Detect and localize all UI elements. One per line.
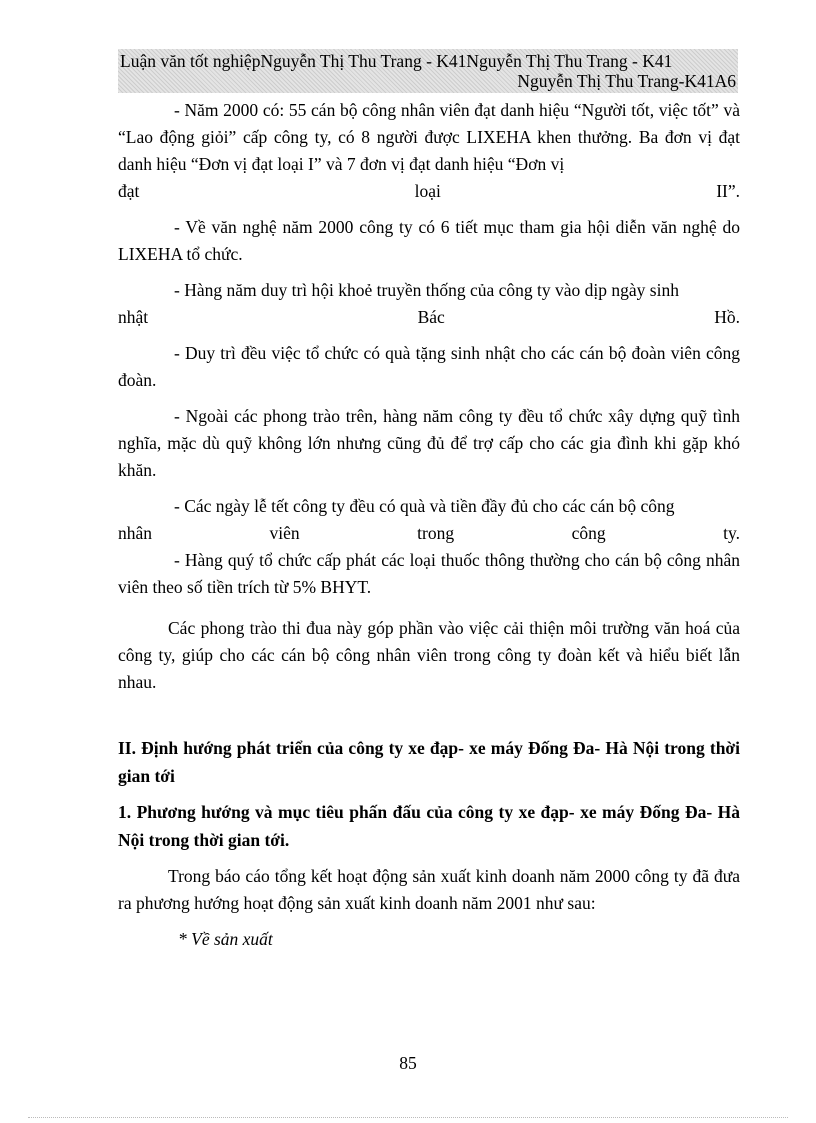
- paragraph-holiday-gifts: - Các ngày lễ tết công ty đều có quà và tiền đầy đủ cho các cán bộ công: [174, 496, 675, 516]
- running-header: [118, 49, 738, 93]
- paragraph-arts: - Về văn nghệ năm 2000 công ty có 6 tiết mục tham gia hội diễn văn nghệ do LIXEHA tổ chức.: [118, 217, 740, 264]
- page-bottom-divider: [28, 1117, 788, 1118]
- paragraph-awards: - Năm 2000 có: 55 cán bộ công nhân viên đạt danh hiệu “Người tốt, việc tốt” và “Lao động giỏi” cấp công ty, có 8 người được LIXEHA khen thưởng. Ba đơn vị đạt danh hiệu “Đơn vị đạt loại I” và 7 đơn vị đạt danh hiệu “Đơn vị: [118, 100, 740, 174]
- paragraph-charity-fund: - Ngoài các phong trào trên, hàng năm công ty đều tổ chức xây dựng quỹ tình nghĩa, mặc dù quỹ không lớn nhưng cũng đủ để trợ cấp cho các gia đình khi gặp khó khăn.: [118, 406, 740, 480]
- paragraph-summary: Các phong trào thi đua này góp phần vào việc cải thiện môi trường văn hoá của công ty, giúp cho các cán bộ công nhân viên trong công ty đoàn kết và hiểu biết lẫn nhau.: [118, 618, 740, 692]
- subsection-heading: 1. Phương hướng và mục tiêu phấn đấu của công ty xe đạp- xe máy Đống Đa- Hà Nội trong thời gian tới.: [118, 802, 740, 850]
- paragraph-awards-last-line: đạt loại II”.: [118, 181, 740, 201]
- section-heading: II. Định hướng phát triển của công ty xe đạp- xe máy Đống Đa- Hà Nội trong thời gian tới: [118, 738, 740, 786]
- header-line-1: Luận văn tốt nghiệpNguyễn Thị Thu Trang - K41Nguyễn Thị Thu Trang - K41: [120, 51, 673, 71]
- paragraph-birthday-gifts: - Duy trì đều việc tổ chức có quà tặng sinh nhật cho các cán bộ đoàn viên công đoàn.: [118, 343, 740, 390]
- paragraph-sports: - Hàng năm duy trì hội khoẻ truyền thống của công ty vào dịp ngày sinh: [174, 280, 679, 300]
- page-content: [118, 97, 740, 953]
- paragraph-direction: Trong báo cáo tổng kết hoạt động sản xuất kinh doanh năm 2000 công ty đã đưa ra phương hướng hoạt động sản xuất kinh doanh năm 2001 như sau:: [118, 866, 740, 913]
- paragraph-medicine: - Hàng quý tổ chức cấp phát các loại thuốc thông thường cho cán bộ công nhân viên theo số tiền trích từ 5% BHYT.: [118, 550, 740, 597]
- paragraph-sports-last-line: nhật Bác Hồ.: [118, 307, 740, 327]
- paragraph-holiday-gifts-last-line: nhân viên trong công ty.: [118, 523, 740, 543]
- header-line-2: Nguyễn Thị Thu Trang-K41A6: [517, 71, 736, 91]
- page-number: 85: [399, 1053, 417, 1073]
- italic-subheading: * Về sản xuất: [178, 929, 273, 949]
